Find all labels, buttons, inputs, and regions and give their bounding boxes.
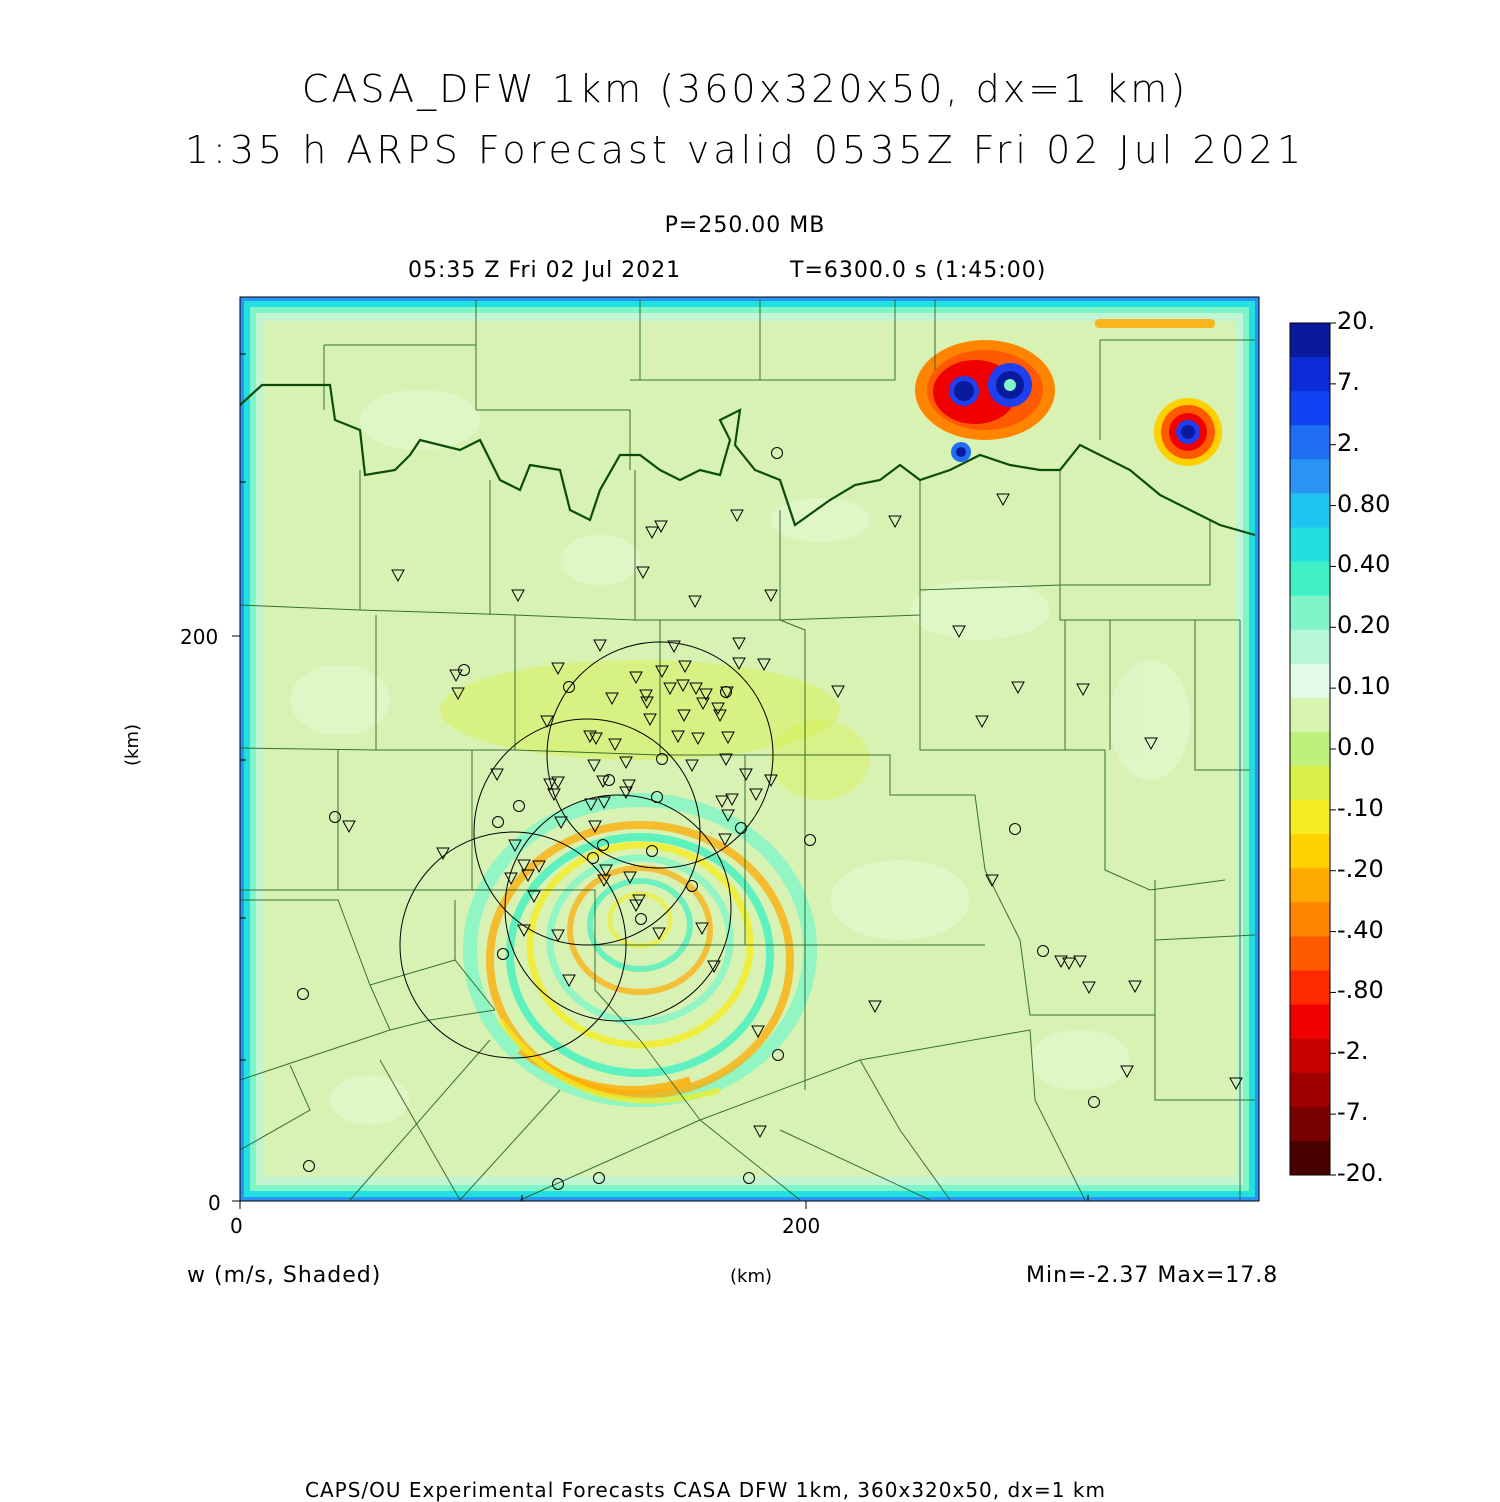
colorbar-label: 0.10 — [1337, 672, 1391, 701]
colorbar-swatch — [1290, 323, 1330, 358]
y-tick-200: 200 — [180, 625, 219, 649]
colorbar-swatch — [1290, 834, 1330, 869]
map-title-line2: 1:35 h ARPS Forecast valid 0535Z Fri 02 Jul 2021 — [184, 128, 1306, 172]
colorbar-label: -20. — [1337, 1159, 1384, 1187]
field-label: w (m/s, Shaded) — [187, 1263, 382, 1288]
colorbar-label: -.10 — [1337, 793, 1384, 822]
colorbar-swatch — [1290, 425, 1330, 460]
colorbar-label: -2. — [1337, 1037, 1369, 1066]
x-tick-200: 200 — [782, 1214, 821, 1238]
colorbar-swatch — [1290, 698, 1330, 733]
colorbar — [1290, 323, 1336, 1176]
colorbar-swatch — [1290, 868, 1330, 903]
x-axis-label: (km) — [730, 1266, 773, 1287]
colorbar-label: 0.40 — [1337, 550, 1391, 579]
map-field — [240, 297, 1259, 1201]
colorbar-swatch — [1290, 971, 1330, 1006]
colorbar-swatch — [1290, 664, 1330, 699]
x-tick-0: 0 — [230, 1214, 243, 1238]
colorbar-swatch — [1290, 493, 1330, 528]
colorbar-label: 0.80 — [1337, 489, 1391, 518]
colorbar-swatch — [1290, 630, 1330, 665]
colorbar-swatch — [1290, 527, 1330, 562]
colorbar-label: 0.0 — [1337, 733, 1376, 761]
colorbar-label: 20. — [1337, 307, 1376, 335]
colorbar-swatch — [1290, 1005, 1330, 1040]
colorbar-swatch — [1290, 391, 1330, 426]
colorbar-swatch — [1290, 1141, 1330, 1176]
colorbar-label: -.80 — [1337, 976, 1384, 1005]
model-time-label: T=6300.0 s (1:45:00) — [790, 258, 1047, 283]
colorbar-swatch — [1290, 357, 1330, 392]
colorbar-label: -7. — [1337, 1098, 1369, 1127]
min-max-label: Min=-2.37 Max=17.8 — [1026, 1263, 1279, 1288]
colorbar-swatch — [1290, 800, 1330, 835]
footer-credit: CAPS/OU Experimental Forecasts CASA DFW 1km, 360x320x50, dx=1 km — [305, 1478, 1106, 1502]
colorbar-label: 0.20 — [1337, 611, 1391, 640]
colorbar-swatch — [1290, 732, 1330, 767]
colorbar-swatch — [1290, 902, 1330, 937]
colorbar-label: 2. — [1337, 428, 1360, 457]
y-axis-label: (km) — [122, 723, 144, 767]
colorbar-swatch — [1290, 1039, 1330, 1074]
colorbar-swatch — [1290, 1107, 1330, 1142]
valid-time-label: 05:35 Z Fri 02 Jul 2021 — [408, 258, 682, 283]
colorbar-swatch — [1290, 562, 1330, 597]
colorbar-swatch — [1290, 766, 1330, 801]
colorbar-swatch — [1290, 936, 1330, 971]
map-title-line1: CASA_DFW 1km (360x320x50, dx=1 km) — [301, 67, 1189, 111]
colorbar-swatch — [1290, 459, 1330, 494]
colorbar-swatch — [1290, 596, 1330, 631]
pressure-level-label: P=250.00 MB — [664, 213, 826, 238]
colorbar-label: 7. — [1337, 367, 1360, 396]
colorbar-label: -.40 — [1337, 915, 1384, 944]
colorbar-label: -.20 — [1337, 854, 1384, 883]
colorbar-swatch — [1290, 1073, 1330, 1108]
y-tick-0: 0 — [208, 1191, 221, 1215]
